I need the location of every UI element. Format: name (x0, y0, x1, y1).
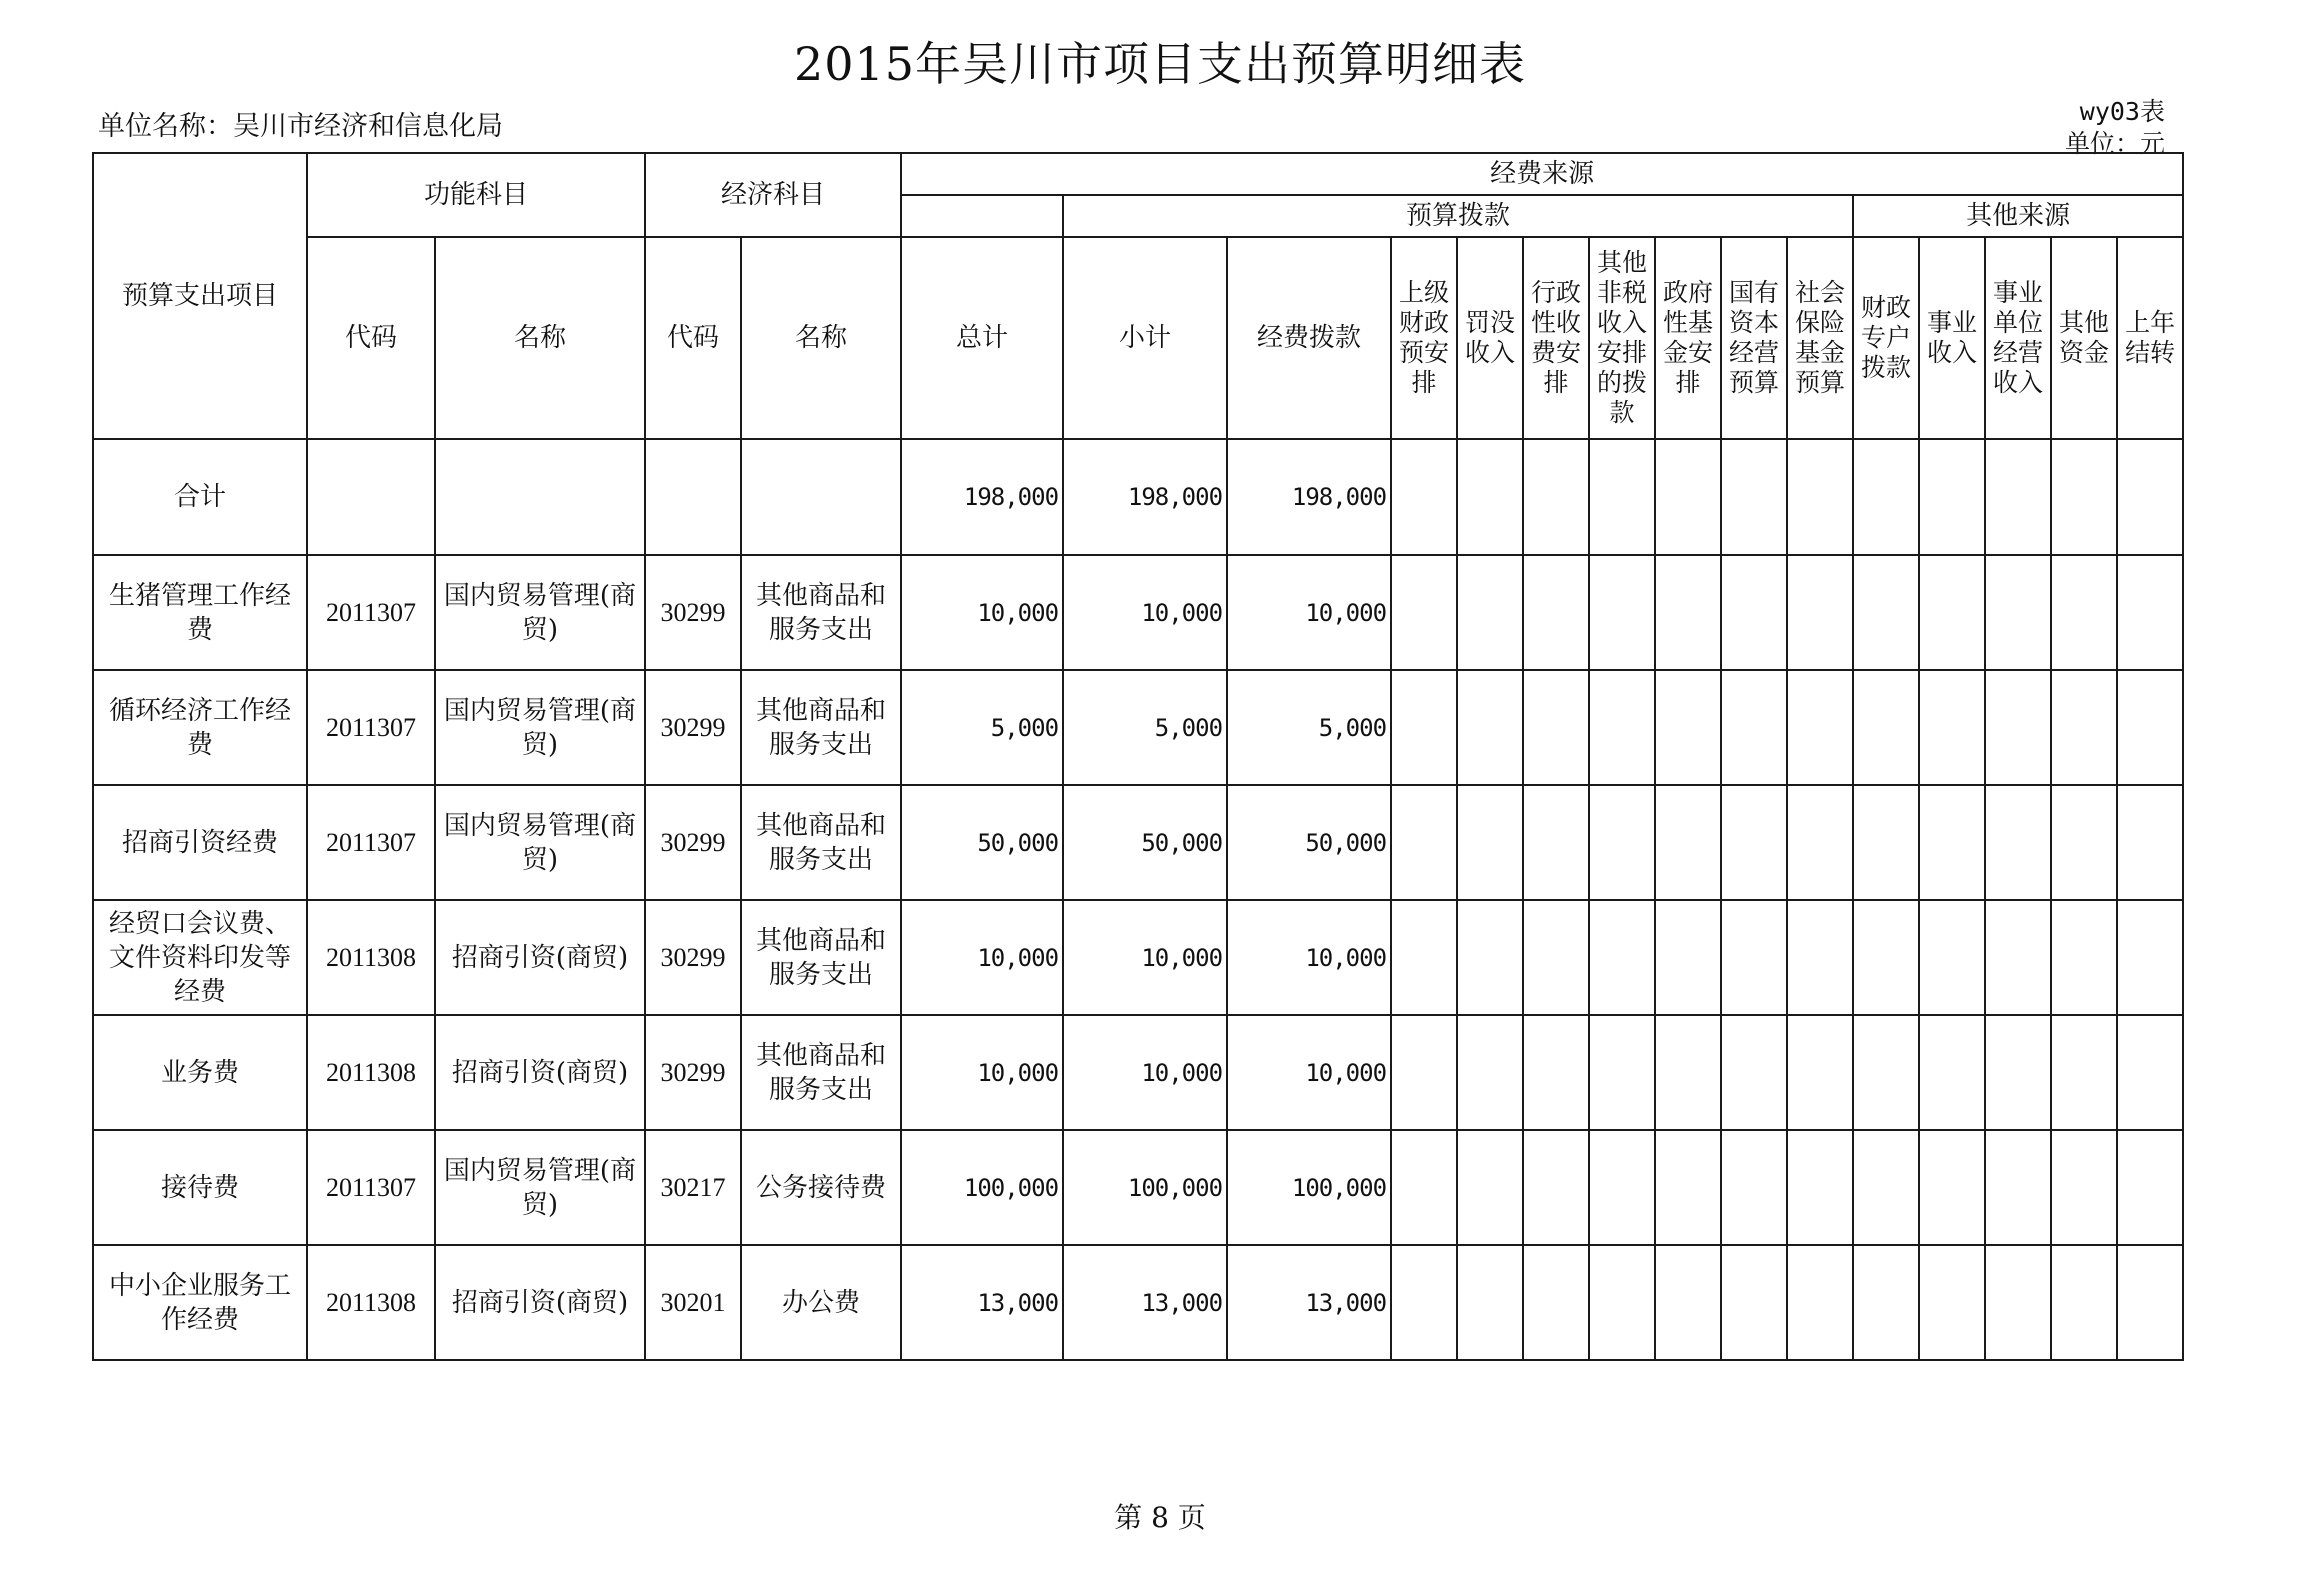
header-other-sources: 其他来源 (1853, 195, 2183, 237)
empty-cell (1523, 1245, 1589, 1360)
budget-table (92, 152, 2184, 1361)
empty-cell (1391, 900, 1457, 1015)
empty-cell (2051, 1015, 2117, 1130)
economic-code: 30299 (645, 555, 741, 670)
empty-cell (1919, 1130, 1985, 1245)
empty-cell (2051, 1130, 2117, 1245)
empty-cell (2117, 1245, 2183, 1360)
row-funds: 10,000 (1227, 555, 1391, 670)
empty-cell (1985, 900, 2051, 1015)
empty-cell (1853, 1130, 1919, 1245)
row-funds: 50,000 (1227, 785, 1391, 900)
header-subtotal: 小计 (1063, 237, 1227, 439)
empty-cell (645, 439, 741, 555)
table-row (93, 900, 2183, 1015)
table-row (93, 1015, 2183, 1130)
economic-code: 30299 (645, 1015, 741, 1130)
empty-cell (1721, 900, 1787, 1015)
empty-cell (1853, 785, 1919, 900)
header-sub-column: 其他非税收入安排的拨款 (1589, 237, 1655, 439)
row-funds: 100,000 (1227, 1130, 1391, 1245)
empty-cell (1457, 1130, 1523, 1245)
table-row (93, 670, 2183, 785)
table-row (93, 785, 2183, 900)
empty-cell (1391, 1015, 1457, 1130)
empty-cell (1391, 1130, 1457, 1245)
function-code: 2011308 (307, 900, 435, 1015)
empty-cell (2051, 900, 2117, 1015)
empty-cell (1787, 1015, 1853, 1130)
row-funds: 13,000 (1227, 1245, 1391, 1360)
function-code: 2011307 (307, 670, 435, 785)
economic-name: 其他商品和服务支出 (741, 670, 901, 785)
project-name: 经贸口会议费、文件资料印发等经费 (93, 900, 307, 1015)
empty-cell (1457, 1015, 1523, 1130)
empty-cell (1523, 785, 1589, 900)
project-name: 接待费 (93, 1130, 307, 1245)
empty-cell (1919, 900, 1985, 1015)
function-name: 国内贸易管理(商贸) (435, 1130, 645, 1245)
empty-cell (1589, 670, 1655, 785)
empty-cell (741, 439, 901, 555)
row-subtotal: 13,000 (1063, 1245, 1227, 1360)
empty-cell (1523, 555, 1589, 670)
header-total: 总计 (901, 237, 1063, 439)
empty-cell (1391, 555, 1457, 670)
header-sub-column: 行政性收费安排 (1523, 237, 1589, 439)
empty-cell (1589, 785, 1655, 900)
empty-cell (1853, 900, 1919, 1015)
header-funds-allocation: 经费拨款 (1227, 237, 1391, 439)
economic-name: 公务接待费 (741, 1130, 901, 1245)
header-sub-column: 事业单位经营收入 (1985, 237, 2051, 439)
empty-cell (1787, 1245, 1853, 1360)
empty-cell (1985, 1015, 2051, 1130)
economic-code: 30299 (645, 900, 741, 1015)
function-name: 国内贸易管理(商贸) (435, 670, 645, 785)
empty-cell (1919, 555, 1985, 670)
empty-cell (2117, 785, 2183, 900)
empty-cell (2051, 670, 2117, 785)
empty-cell (2117, 1130, 2183, 1245)
empty-cell (1523, 1130, 1589, 1245)
empty-cell (1589, 1015, 1655, 1130)
empty-cell (1919, 1245, 1985, 1360)
function-name: 国内贸易管理(商贸) (435, 555, 645, 670)
row-total: 50,000 (901, 785, 1063, 900)
empty-cell (435, 439, 645, 555)
header-funding-source: 经费来源 (901, 153, 2183, 195)
empty-cell (1589, 900, 1655, 1015)
header-sub-column: 社会保险基金预算 (1787, 237, 1853, 439)
empty-cell (1655, 1130, 1721, 1245)
function-name: 国内贸易管理(商贸) (435, 785, 645, 900)
empty-cell (1655, 670, 1721, 785)
empty-cell (1919, 785, 1985, 900)
empty-cell (1655, 1245, 1721, 1360)
header-economic-subject: 经济科目 (645, 153, 901, 237)
empty-cell (1919, 670, 1985, 785)
empty-cell (1787, 900, 1853, 1015)
row-total: 100,000 (901, 1130, 1063, 1245)
empty-cell (1985, 785, 2051, 900)
total-subtotal: 198,000 (1063, 439, 1227, 555)
header-func-name: 名称 (435, 237, 645, 439)
total-row (93, 439, 2183, 555)
empty-cell (2051, 555, 2117, 670)
header-blank-cell (901, 195, 1063, 237)
currency-unit-label: 单位：元 (2064, 129, 2165, 158)
economic-name: 办公费 (741, 1245, 901, 1360)
empty-cell (1787, 555, 1853, 670)
empty-cell (1985, 670, 2051, 785)
header-func-code: 代码 (307, 237, 435, 439)
empty-cell (2051, 1245, 2117, 1360)
header-sub-column: 上级财政预安排 (1391, 237, 1457, 439)
function-code: 2011307 (307, 1130, 435, 1245)
empty-cell (1457, 555, 1523, 670)
row-total: 10,000 (901, 900, 1063, 1015)
empty-cell (1853, 670, 1919, 785)
empty-cell (1457, 785, 1523, 900)
project-name: 生猪管理工作经费 (93, 555, 307, 670)
empty-cell (2117, 670, 2183, 785)
function-code: 2011307 (307, 785, 435, 900)
row-subtotal: 10,000 (1063, 1015, 1227, 1130)
empty-cell (2117, 900, 2183, 1015)
empty-cell (2051, 785, 2117, 900)
row-subtotal: 5,000 (1063, 670, 1227, 785)
row-subtotal: 50,000 (1063, 785, 1227, 900)
header-sub-column: 上年结转 (2117, 237, 2183, 439)
empty-cell (1787, 785, 1853, 900)
function-code: 2011308 (307, 1245, 435, 1360)
row-subtotal: 10,000 (1063, 900, 1227, 1015)
empty-cell (1721, 555, 1787, 670)
empty-cell (1523, 1015, 1589, 1130)
empty-cell (1457, 900, 1523, 1015)
row-total: 10,000 (901, 555, 1063, 670)
table-row (93, 1245, 2183, 1360)
empty-cell (1589, 1130, 1655, 1245)
empty-cell (1985, 1245, 2051, 1360)
empty-cell (1523, 670, 1589, 785)
function-name: 招商引资(商贸) (435, 1245, 645, 1360)
header-project: 预算支出项目 (93, 153, 307, 439)
table-row (93, 1130, 2183, 1245)
unit-name: 单位名称：吴川市经济和信息化局 (98, 111, 503, 142)
empty-cell (1721, 670, 1787, 785)
page-number: 第 8 页 (1114, 1501, 1206, 1534)
header-functional-subject: 功能科目 (307, 153, 645, 237)
row-funds: 10,000 (1227, 1015, 1391, 1130)
empty-cell (1721, 1130, 1787, 1245)
empty-cell (1787, 1130, 1853, 1245)
economic-name: 其他商品和服务支出 (741, 555, 901, 670)
total-funds: 198,000 (1227, 439, 1391, 555)
row-total: 10,000 (901, 1015, 1063, 1130)
header-sub-column: 罚没收入 (1457, 237, 1523, 439)
header-sub-column: 其他资金 (2051, 237, 2117, 439)
empty-cell (1721, 785, 1787, 900)
row-funds: 5,000 (1227, 670, 1391, 785)
project-name: 中小企业服务工作经费 (93, 1245, 307, 1360)
project-name: 业务费 (93, 1015, 307, 1130)
form-code: wy03表 (2079, 97, 2165, 126)
function-name: 招商引资(商贸) (435, 1015, 645, 1130)
empty-cell (1985, 555, 2051, 670)
function-code: 2011307 (307, 555, 435, 670)
table-row (93, 555, 2183, 670)
economic-code: 30299 (645, 670, 741, 785)
empty-cell (1457, 670, 1523, 785)
header-sub-column: 国有资本经营预算 (1721, 237, 1787, 439)
row-total: 5,000 (901, 670, 1063, 785)
empty-cell (1523, 900, 1589, 1015)
empty-cell (1391, 1245, 1457, 1360)
header-econ-code: 代码 (645, 237, 741, 439)
row-subtotal: 10,000 (1063, 555, 1227, 670)
empty-cell (2117, 1015, 2183, 1130)
empty-cell (1853, 1245, 1919, 1360)
row-funds: 10,000 (1227, 900, 1391, 1015)
empty-cell (1919, 1015, 1985, 1130)
empty-cell (1589, 1245, 1655, 1360)
economic-name: 其他商品和服务支出 (741, 900, 901, 1015)
header-budget-allocation: 预算拨款 (1063, 195, 1853, 237)
empty-cell (1655, 785, 1721, 900)
empty-cell (1787, 670, 1853, 785)
empty-cell (1985, 1130, 2051, 1245)
page-title: 2015年吴川市项目支出预算明细表 (793, 37, 1527, 91)
empty-cell (1391, 670, 1457, 785)
total-sum: 198,000 (901, 439, 1063, 555)
economic-code: 30299 (645, 785, 741, 900)
empty-cell (1721, 1245, 1787, 1360)
empty-cell (1457, 1245, 1523, 1360)
empty-cell (1391, 785, 1457, 900)
economic-code: 30201 (645, 1245, 741, 1360)
empty-cell (1655, 900, 1721, 1015)
empty-cell (1589, 555, 1655, 670)
total-label: 合计 (93, 439, 307, 555)
row-subtotal: 100,000 (1063, 1130, 1227, 1245)
empty-cell (1655, 1015, 1721, 1130)
empty-cell (1655, 555, 1721, 670)
project-name: 招商引资经费 (93, 785, 307, 900)
empty-cell (1721, 1015, 1787, 1130)
economic-name: 其他商品和服务支出 (741, 785, 901, 900)
economic-code: 30217 (645, 1130, 741, 1245)
project-name: 循环经济工作经费 (93, 670, 307, 785)
row-total: 13,000 (901, 1245, 1063, 1360)
header-sub-column: 政府性基金安排 (1655, 237, 1721, 439)
header-econ-name: 名称 (741, 237, 901, 439)
header-sub-column: 财政专户拨款 (1853, 237, 1919, 439)
function-code: 2011308 (307, 1015, 435, 1130)
empty-cell (2117, 555, 2183, 670)
empty-cell (1853, 555, 1919, 670)
economic-name: 其他商品和服务支出 (741, 1015, 901, 1130)
empty-cell (307, 439, 435, 555)
empty-cell (1853, 1015, 1919, 1130)
function-name: 招商引资(商贸) (435, 900, 645, 1015)
header-sub-column: 事业收入 (1919, 237, 1985, 439)
